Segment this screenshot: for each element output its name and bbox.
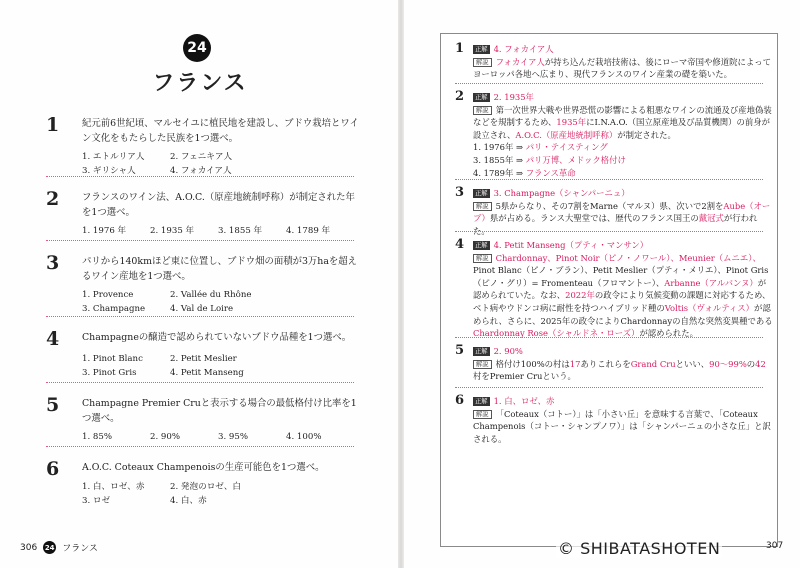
question-option: 2. 90% [150, 432, 181, 442]
explanation-segment: の政令により気候変動の課題に対応するため、ベト病やウドンコ病に耐性を持つハイブリッド種の [473, 290, 771, 313]
explanation-segment: の [746, 358, 756, 369]
list-year: 1. 1976年 ⇒ [473, 142, 526, 153]
answer-body [473, 91, 773, 179]
explanation-tag: 解説 [473, 58, 492, 67]
correct-answer-text: 4. Petit Manseng（プティ・マンサン） [493, 240, 649, 250]
answer-line [473, 91, 773, 104]
explanation-segment: Chardonnay、Pinot Noir（ピノ・ノワール）、Meunier（ムニエ）、 [495, 252, 761, 263]
footer-left [20, 541, 98, 554]
question-number: 3 [46, 252, 60, 274]
question-options [82, 288, 362, 316]
explanation-segment: Pinot Blanc（ピノ・ブラン）、Petit Meslier（プティ・メリエ）、Pinot Gris（ピノ・グリ）= Fromenteau（フロマントー）、 [473, 265, 769, 288]
answer-separator [455, 83, 763, 84]
footer-chapter-badge: 24 [43, 541, 56, 554]
question-options [82, 352, 362, 380]
explanation-segment: 2022年 [565, 290, 595, 301]
question-text: フランスのワイン法、A.O.C.（原産地統制呼称）が制定された年を1つ選べ。 [82, 192, 355, 218]
answer-number: 3 [455, 185, 465, 200]
answer-line [473, 395, 773, 408]
question-option: 1. 85% [82, 432, 113, 442]
correct-answer-tag: 正解 [475, 46, 488, 53]
question-option: 1. Provence [82, 290, 134, 300]
question-option: 1. Pinot Blanc [82, 354, 143, 364]
question-option: 2. フェニキア人 [170, 152, 233, 162]
question-options [82, 224, 362, 238]
explanation-tag: 解説 [473, 410, 492, 419]
explanation-segment: 「Coteaux（コトー）」は「小さい丘」を意味する言葉で、「Coteaux Champenois（コトー・シャンプノワ）」は「シャンパーニュの小さな丘」と訳される。 [473, 408, 771, 444]
list-event: パリ・テイスティング [525, 142, 608, 153]
answer-number: 1 [455, 41, 465, 56]
answer-separator [455, 387, 763, 388]
question-option: 4. Val de Loire [170, 304, 234, 314]
question-option: 3. Pinot Gris [82, 368, 137, 378]
list-year: 3. 1855年 ⇒ [473, 154, 526, 165]
explanation-segment: ありこれらを [580, 358, 631, 369]
answer-number: 4 [455, 237, 465, 252]
explanation-segment: 17 [569, 358, 581, 369]
explanation-segment: 第一次世界大戦や世界恐慌の影響による粗悪なワインの流通及び産地偽装などを規制するため、 [473, 104, 772, 128]
question-number: 4 [46, 328, 60, 350]
question-option: 4. 白、赤 [170, 496, 207, 506]
question-option: 1. エトルリア人 [82, 152, 145, 162]
explanation-segment: が行われた。 [473, 213, 758, 236]
chapter-title: フランス [152, 71, 248, 96]
correct-answer-text: 3. Champagne（シャンパーニュ） [493, 188, 630, 198]
correct-answer-text: 2. 90% [493, 346, 523, 356]
list-year: 4. 1789年 ⇒ [473, 167, 526, 178]
answer-line [473, 239, 773, 252]
question-option: 4. 100% [286, 432, 322, 442]
question-text: Champagne Premier Cruと表示する場合の最低格付け比率を1つ選べ。 [82, 398, 357, 424]
question-option: 4. Petit Manseng [170, 368, 244, 378]
question-option: 3. ロゼ [82, 496, 111, 506]
question-text: A.O.C. Coteaux Champenoisの生産可能色を1つ選べ。 [82, 462, 325, 473]
explanation-segment: が認められた。 [639, 328, 699, 339]
answer-line [473, 187, 773, 200]
explanation-segment: 戴冠式 [698, 213, 724, 224]
question-options [82, 480, 362, 508]
question-text: 紀元前6世紀頃、マルセイユに植民地を建設し、ブドウ栽培とワイン文化をもたらした民族を1つ選べ。 [82, 118, 359, 144]
correct-answer-tag: 正解 [475, 398, 488, 405]
explanation-segment: 42 [755, 358, 766, 369]
question-option: 4. フォカイア人 [170, 166, 232, 176]
explanation-segment: 格付け100%の村は [495, 358, 570, 369]
question-options [82, 150, 362, 178]
explanation-segment: 5県からなり、その7割をMarne（マルヌ）県、次いで2割を [495, 200, 724, 211]
correct-answer-tag: 正解 [475, 94, 488, 101]
page-number-left: 306 [20, 542, 38, 553]
explanation-tag: 解説 [473, 360, 492, 369]
answer-body [473, 43, 773, 81]
explanation-segment: が制定された。 [617, 129, 676, 140]
explanation-tag: 解説 [473, 254, 492, 263]
question-separator [46, 446, 354, 447]
question-option: 3. 1855 年 [218, 226, 263, 236]
question-option: 3. 95% [218, 432, 249, 442]
explanation-segment: A.O.C.（原産地統制呼称） [515, 129, 618, 140]
copyright-watermark: © SHIBATASHOTEN [558, 539, 721, 558]
explanation-text [473, 408, 773, 446]
explanation-segment: Aube（オーブ） [473, 200, 771, 224]
question-option: 2. 発泡のロゼ、白 [170, 482, 242, 492]
explanation-segment: が認められていた。なお、 [473, 277, 767, 301]
explanation-segment: 1935年 [556, 117, 587, 128]
explanation-text [473, 56, 773, 81]
explanation-tag: 解説 [473, 106, 492, 115]
explanation-list-item [473, 141, 773, 154]
left-page [0, 0, 398, 568]
explanation-text [473, 358, 773, 383]
question-separator [46, 316, 354, 317]
question-separator [46, 240, 354, 241]
question-number: 1 [46, 114, 60, 136]
question-option: 1. 白、ロゼ、赤 [82, 482, 145, 492]
explanation-segment: が持ち込んだ栽培技術は、後にローマ帝国や修道院によってヨーロッパ各地へ広まり、現代フランスのワイン産業の礎を築いた。 [473, 56, 772, 80]
correct-answer-text: 2. 1935年 [493, 92, 534, 102]
answer-separator [455, 337, 763, 338]
correct-answer-text: 4. フォカイア人 [493, 44, 554, 54]
correct-answer-tag: 正解 [475, 348, 488, 355]
explanation-segment: が認められ、さらに、2025年の政令によりChardonnayの自然な突然変異種である [473, 302, 773, 326]
explanation-text [473, 252, 773, 340]
correct-answer-text: 1. 白、ロゼ、赤 [493, 396, 555, 406]
question-option: 2. Petit Meslier [170, 354, 237, 364]
explanation-tag: 解説 [473, 202, 492, 211]
answer-line [473, 345, 773, 358]
question-text: Champagneの醸造で認められていないブドウ品種を1つ選べ。 [82, 332, 352, 343]
explanation-segment: Grand Cru [630, 358, 676, 369]
explanation-list-item [473, 154, 773, 167]
correct-answer-tag: 正解 [475, 190, 488, 197]
question-separator [46, 382, 354, 383]
chapter-number-badge: 24 [183, 34, 211, 62]
explanation-segment: Arbanne（アルバンヌ） [664, 277, 758, 288]
question-number: 5 [46, 394, 60, 416]
question-text: パリから140kmほど東に位置し、ブドウ畑の面積が3万haを超えるワイン産地を1つ選べ。 [82, 256, 358, 282]
correct-answer-tag: 正解 [475, 242, 488, 249]
right-page [404, 0, 800, 568]
answer-separator [455, 231, 763, 232]
footer-chapter-title: フランス [62, 544, 98, 554]
question-option: 3. ギリシャ人 [82, 166, 136, 176]
answer-body [473, 239, 773, 340]
answer-number: 2 [455, 89, 465, 104]
question-options [82, 430, 362, 444]
question-separator [46, 176, 354, 177]
page-number-right: 307 [766, 541, 784, 551]
question-option: 3. Champagne [82, 304, 146, 314]
explanation-segment: 90〜99% [709, 358, 747, 369]
answer-body [473, 395, 773, 445]
explanation-segment: 県が占める。ランス大聖堂では、歴代のフランス国王の [489, 213, 699, 224]
question-option: 2. Vallée du Rhône [170, 290, 252, 300]
answer-body [473, 345, 773, 383]
explanation-text [473, 104, 773, 142]
question-option: 4. 1789 年 [286, 226, 331, 236]
answer-body [473, 187, 773, 237]
list-event: フランス革命 [525, 167, 576, 178]
answer-number: 6 [455, 393, 465, 408]
explanation-segment: Chardonnay Rose（シャルドネ・ローズ） [473, 328, 640, 339]
answer-number: 5 [455, 343, 465, 358]
explanation-list-item [473, 167, 773, 180]
explanation-segment: 村をPremier Cruという。 [473, 371, 576, 382]
answer-separator [455, 179, 763, 180]
answer-line [473, 43, 773, 56]
explanation-segment: フォカイア人 [495, 56, 545, 67]
question-option: 2. 1935 年 [150, 226, 195, 236]
question-option: 1. 1976 年 [82, 226, 127, 236]
question-number: 2 [46, 188, 60, 210]
list-event: パリ万博、メドック格付け [525, 154, 626, 165]
question-number: 6 [46, 458, 60, 480]
answer-box [440, 33, 778, 547]
explanation-segment: といい、 [675, 358, 710, 369]
explanation-segment: Voltis（ヴォルティス） [664, 302, 755, 313]
explanation-segment: にI.N.A.O.（国立原産地及び品質機関）の前身が設立され、 [473, 117, 771, 140]
